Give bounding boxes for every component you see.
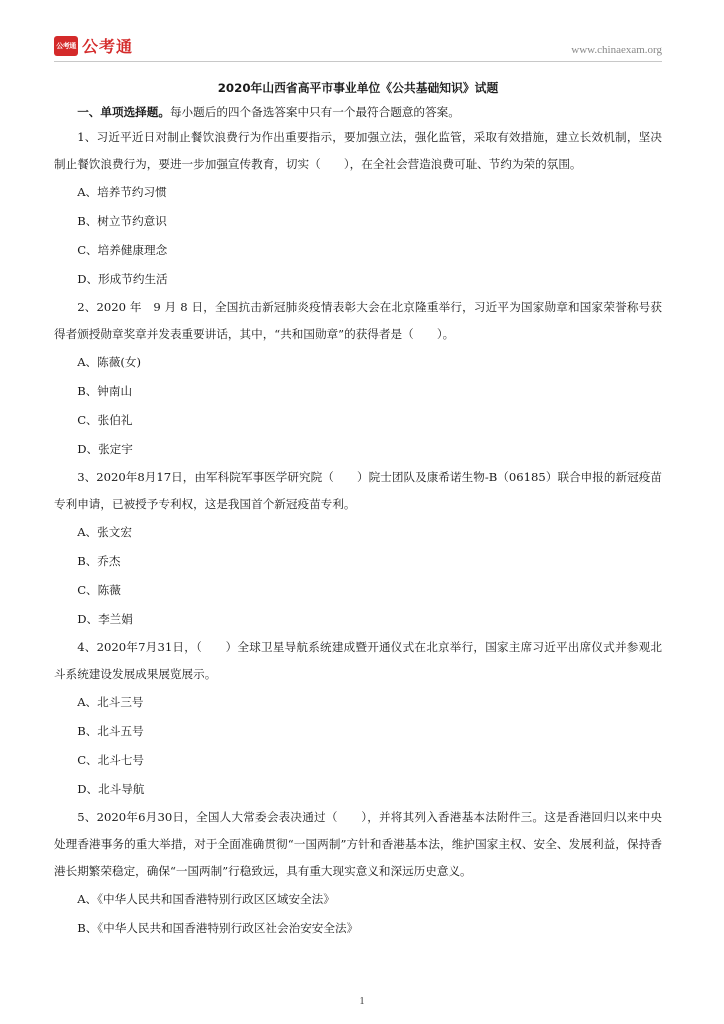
option-b: B、树立节约意识 — [77, 214, 167, 228]
header-divider — [54, 61, 662, 62]
option-b: B、乔杰 — [77, 554, 121, 568]
brand-logo[interactable] — [54, 34, 133, 57]
option-c: C、张伯礼 — [77, 413, 133, 427]
question-stem: 2、2020 年 9 月 8 日，全国抗击新冠肺炎疫情表彰大会在北京隆重举行，习近平为国家勋章和国家荣誉称号获得者颁授勋章奖章并发表重要讲话，其中，“共和国勋章”的获得者是（ ）。 — [54, 300, 662, 341]
option-c: C、陈薇 — [77, 583, 121, 597]
section-instruction: 每小题后的四个备选答案中只有一个最符合题意的答案。 — [169, 105, 460, 119]
option-a: A、陈薇(女) — [77, 355, 141, 369]
page-number: 1 — [359, 996, 365, 1007]
option-c: C、培养健康理念 — [77, 243, 168, 257]
question-stem: 5、2020年6月30日，全国人大常委会表决通过（ ），并将其列入香港基本法附件三。这是香港回归以来中央处理香港事务的重大举措，对于全面准确贯彻“一国两制”方针和香港基本法，维护国家主权、安全、发展利益，保持香港长期繁荣稳定，确保“一国两制”行稳致远，具有重大现实意义和深远历史意义。 — [54, 810, 662, 878]
option-a: A、北斗三号 — [77, 695, 144, 709]
option-d: D、形成节约生活 — [77, 272, 168, 286]
question-2 — [54, 294, 662, 464]
section-intro — [54, 100, 662, 124]
option-a: A、培养节约习惯 — [77, 185, 167, 199]
option-b: B、《中华人民共和国香港特别行政区社会治安安全法》 — [77, 921, 359, 935]
option-b: B、北斗五号 — [77, 724, 144, 738]
site-url-link[interactable]: www.chinaexam.org — [571, 44, 662, 56]
option-a: A、张文宏 — [77, 525, 132, 539]
logo-text: 公考通 — [82, 37, 134, 56]
question-stem: 4、2020年7月31日，（ ）全球卫星导航系统建成暨开通仪式在北京举行，国家主席习近平出席仪式并参观北斗系统建设发展成果展览展示。 — [54, 640, 662, 681]
option-a: A、《中华人民共和国香港特别行政区区域安全法》 — [77, 892, 335, 906]
question-stem: 3、2020年8月17日，由军科院军事医学研究院（ ）院士团队及康希诺生物-B（06185）联合申报的新冠疫苗专利申请，已被授予专利权，这是我国首个新冠疫苗专利。 — [54, 470, 662, 511]
option-b: B、钟南山 — [77, 384, 133, 398]
question-3 — [54, 464, 662, 634]
section-heading: 一、单项选择题。 — [77, 105, 170, 119]
option-c: C、北斗七号 — [77, 753, 145, 767]
question-5 — [54, 804, 662, 943]
question-stem: 1、习近平近日对制止餐饮浪费行为作出重要指示，要加强立法，强化监管，采取有效措施，建立长效机制，坚决制止餐饮浪费行为，要进一步加强宣传教育，切实（ ），在全社会营造浪费可耻、节约为荣的氛围。 — [54, 130, 662, 171]
document-body — [54, 76, 662, 943]
option-d: D、北斗导航 — [77, 782, 145, 796]
logo-badge-icon: 公考通 — [54, 36, 78, 56]
page-header — [54, 30, 662, 62]
question-1 — [54, 124, 662, 294]
option-d: D、李兰娟 — [77, 612, 133, 626]
option-d: D、张定宇 — [77, 442, 133, 456]
question-4 — [54, 634, 662, 804]
document-title: 2020年山西省高平市事业单位《公共基础知识》试题 — [217, 81, 499, 95]
